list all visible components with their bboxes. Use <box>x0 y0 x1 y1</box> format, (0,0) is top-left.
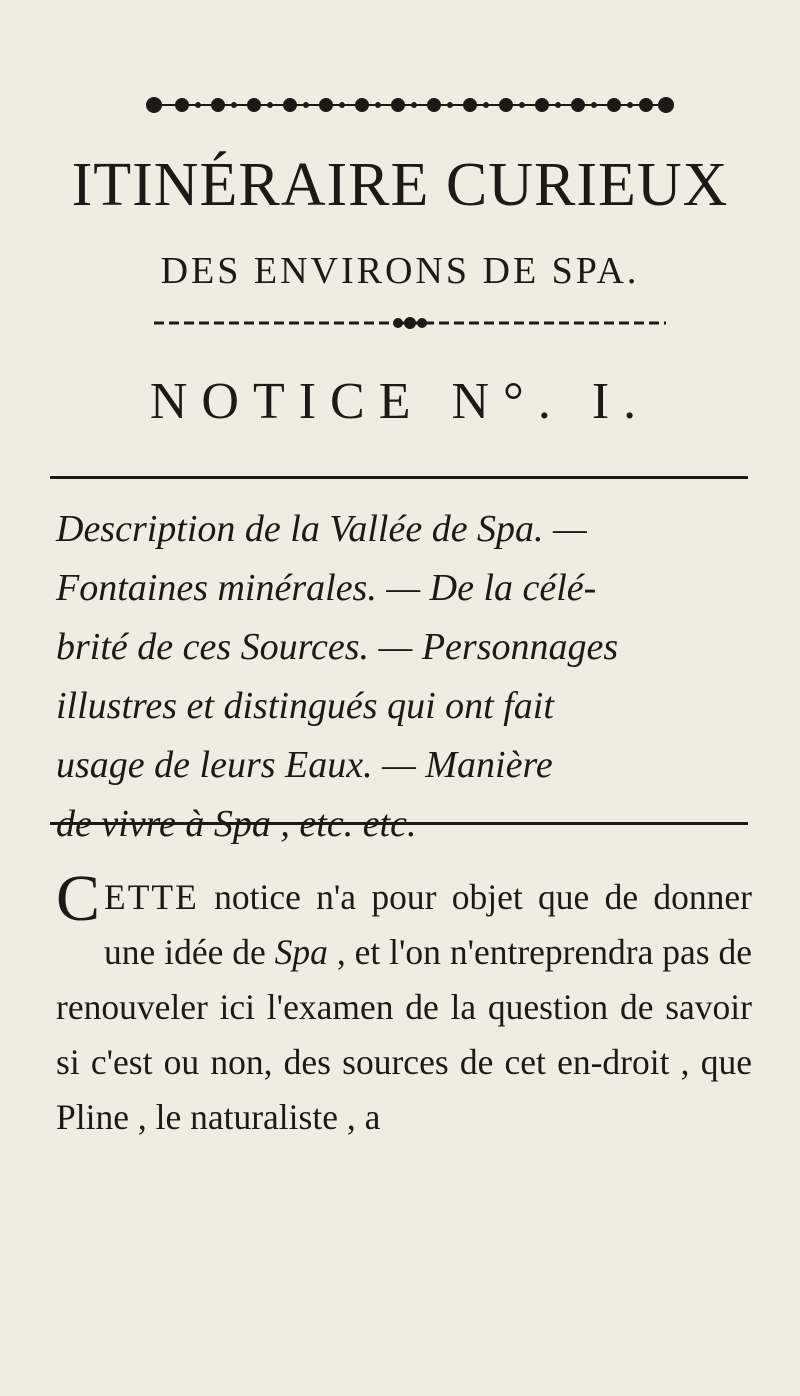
body-paragraph <box>56 862 752 1145</box>
page-subtitle: DES ENVIRONS DE SPA. <box>160 250 640 292</box>
summary-line-6: de vivre à Spa , etc. etc. <box>56 803 417 845</box>
body-text-2: , et l'on n'entreprendra pas de renouveler ici l'examen de la question de savoir si c'est ou non, des sources de cet en-droit , que Pline , le naturaliste , a <box>56 932 752 1137</box>
ornamental-divider <box>152 316 668 330</box>
top-rule <box>50 476 748 479</box>
first-word-rest: ETTE <box>104 877 199 917</box>
body-text-1: notice n'a pour objet que de donner une idée de <box>104 877 752 972</box>
ornamental-band <box>142 86 678 124</box>
chapter-summary <box>56 500 756 854</box>
summary-line-3: brité de ces Sources. — Personnages <box>56 626 619 668</box>
summary-line-1: Description de la Vallée de Spa. — <box>56 508 587 550</box>
notice-heading: NOTICE N°. I. <box>149 373 651 430</box>
page-title: ITINÉRAIRE CURIEUX <box>71 151 729 219</box>
summary-line-4: illustres et distingués qui ont fait <box>56 685 554 727</box>
summary-line-5: usage de leurs Eaux. — Manière <box>56 744 553 786</box>
summary-line-2: Fontaines minérales. — De la célé- <box>56 567 597 609</box>
drop-cap: C <box>56 862 101 935</box>
bottom-rule <box>50 822 748 825</box>
body-spa: Spa <box>274 932 328 972</box>
